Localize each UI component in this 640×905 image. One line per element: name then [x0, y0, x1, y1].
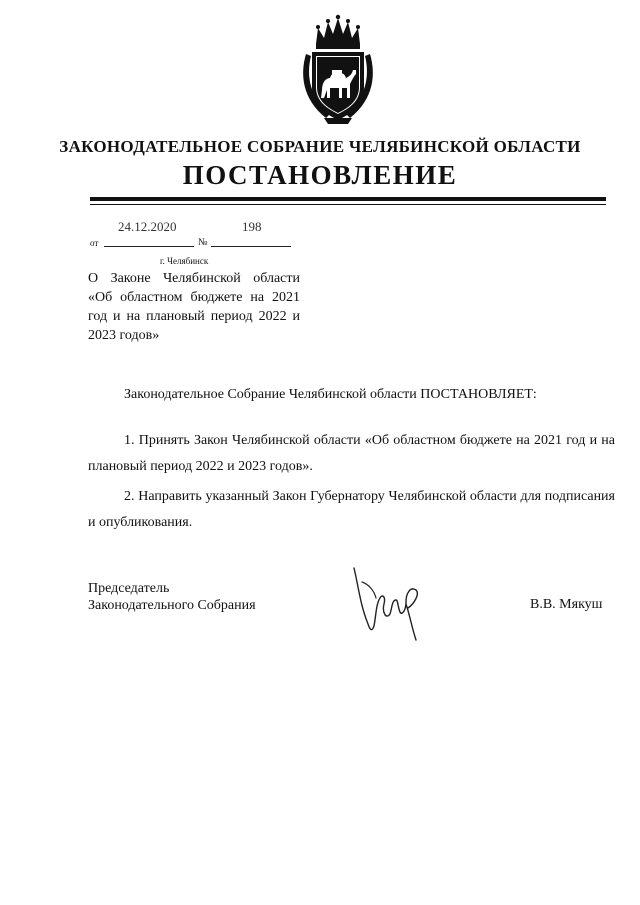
date-underline	[104, 246, 194, 247]
number-label: №	[198, 237, 208, 248]
signatory-title-line-2: Законодательного Собрания	[88, 598, 256, 613]
header-divider-thin	[90, 204, 606, 205]
header-divider-thick	[90, 197, 606, 201]
chelyabinsk-region-coat-of-arms-icon	[296, 14, 380, 126]
city-label: г. Челябинск	[160, 256, 209, 266]
registration-date: 24.12.2020	[118, 219, 177, 234]
document-type-title: ПОСТАНОВЛЕНИЕ	[182, 160, 458, 190]
registration-number: 198	[242, 219, 262, 234]
preamble-paragraph: Законодательное Собрание Челябинской области ПОСТАНОВЛЯЕТ:	[124, 387, 537, 402]
document-subject: О Законе Челябинской области «Об областном бюджете на 2021 год и на плановый период 2022 и 2023 годов»	[88, 271, 300, 343]
organization-name: ЗАКОНОДАТЕЛЬНОЕ СОБРАНИЕ ЧЕЛЯБИНСКОЙ ОБЛАСТИ	[59, 137, 581, 156]
signatory-name: В.В. Мякуш	[530, 597, 603, 612]
signatory-title-line-1: Председатель	[88, 581, 170, 596]
date-label: от	[90, 238, 99, 248]
resolution-item-1: 1. Принять Закон Челябинской области «Об областном бюджете на 2021 год и на плановый период 2022 и 2023 годов».	[88, 433, 615, 474]
resolution-item-2: 2. Направить указанный Закон Губернатору Челябинской области для подписания и опубликования.	[88, 489, 615, 530]
number-underline	[211, 246, 291, 247]
signatory-title	[88, 580, 256, 614]
handwritten-signature-icon	[346, 564, 430, 642]
